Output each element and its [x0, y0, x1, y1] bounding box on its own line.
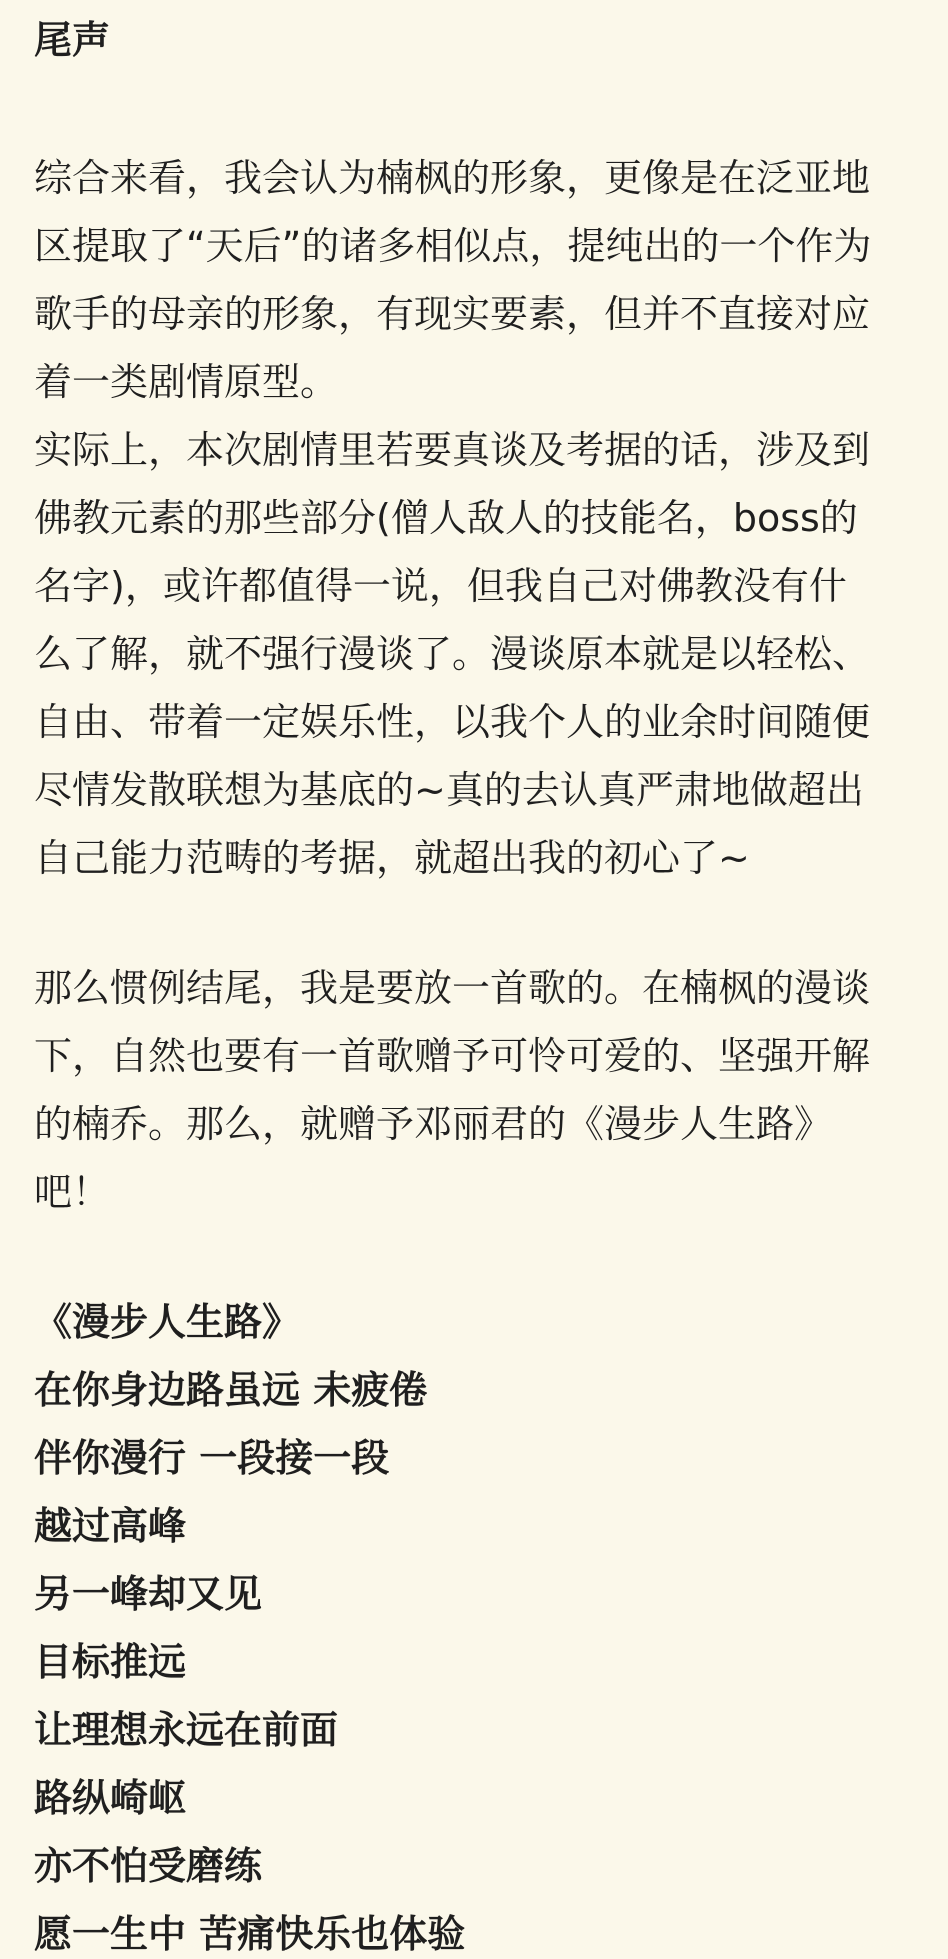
paragraph-commentary: [34, 144, 918, 892]
text-line: 那么惯例结尾，我是要放一首歌的。在楠枫的漫谈: [34, 966, 871, 1010]
text-line: 实际上，本次剧情里若要真谈及考据的话，涉及到: [34, 428, 871, 472]
lyrics-line: 另一峰却又见: [34, 1572, 263, 1616]
lyrics-line: 路纵崎岖: [34, 1776, 187, 1820]
text-line: 着一类剧情原型。: [34, 360, 339, 404]
song-lyrics: [34, 1288, 918, 1959]
spacer: [34, 1226, 918, 1288]
lyrics-line: 越过高峰: [34, 1504, 187, 1548]
spacer: [34, 70, 918, 144]
lyrics-line: 亦不怕受磨练: [34, 1844, 263, 1888]
text-line: 么了解，就不强行漫谈了。漫谈原本就是以轻松、: [34, 632, 871, 676]
text-line: 歌手的母亲的形象，有现实要素，但并不直接对应: [34, 292, 871, 336]
text-line: 吧！: [34, 1170, 111, 1214]
text-line: 区提取了“天后”的诸多相似点，提纯出的一个作为: [34, 224, 872, 268]
text-line: 名字)，或许都值得一说，但我自己对佛教没有什: [34, 564, 847, 608]
text-line: 佛教元素的那些部分(僧人敌人的技能名，boss的: [34, 496, 858, 540]
lyrics-line: 在你身边路虽远 未疲倦: [34, 1368, 428, 1412]
text-line: 自由、带着一定娱乐性，以我个人的业余时间随便: [34, 700, 871, 744]
lyrics-title: 《漫步人生路》: [34, 1300, 301, 1344]
text-line: 的楠乔。那么，就赠予邓丽君的《漫步人生路》: [34, 1102, 833, 1146]
text-line: 下，自然也要有一首歌赠予可怜可爱的、坚强开解: [34, 1034, 871, 1078]
lyrics-line: 目标推远: [34, 1640, 187, 1684]
lyrics-line: 愿一生中 苦痛快乐也体验: [34, 1912, 466, 1956]
text-line: 尽情发散联想为基底的~真的去认真严肃地做超出: [34, 768, 864, 812]
text-line: 自己能力范畴的考据，就超出我的初心了~: [34, 836, 750, 880]
text-line: 综合来看，我会认为楠枫的形象，更像是在泛亚地: [34, 156, 871, 200]
lyrics-line: 伴你漫行 一段接一段: [34, 1436, 390, 1480]
section-title: 尾声: [34, 18, 111, 62]
paragraph-song-intro: [34, 954, 918, 1226]
spacer: [34, 892, 918, 954]
lyrics-line: 让理想永远在前面: [34, 1708, 339, 1752]
